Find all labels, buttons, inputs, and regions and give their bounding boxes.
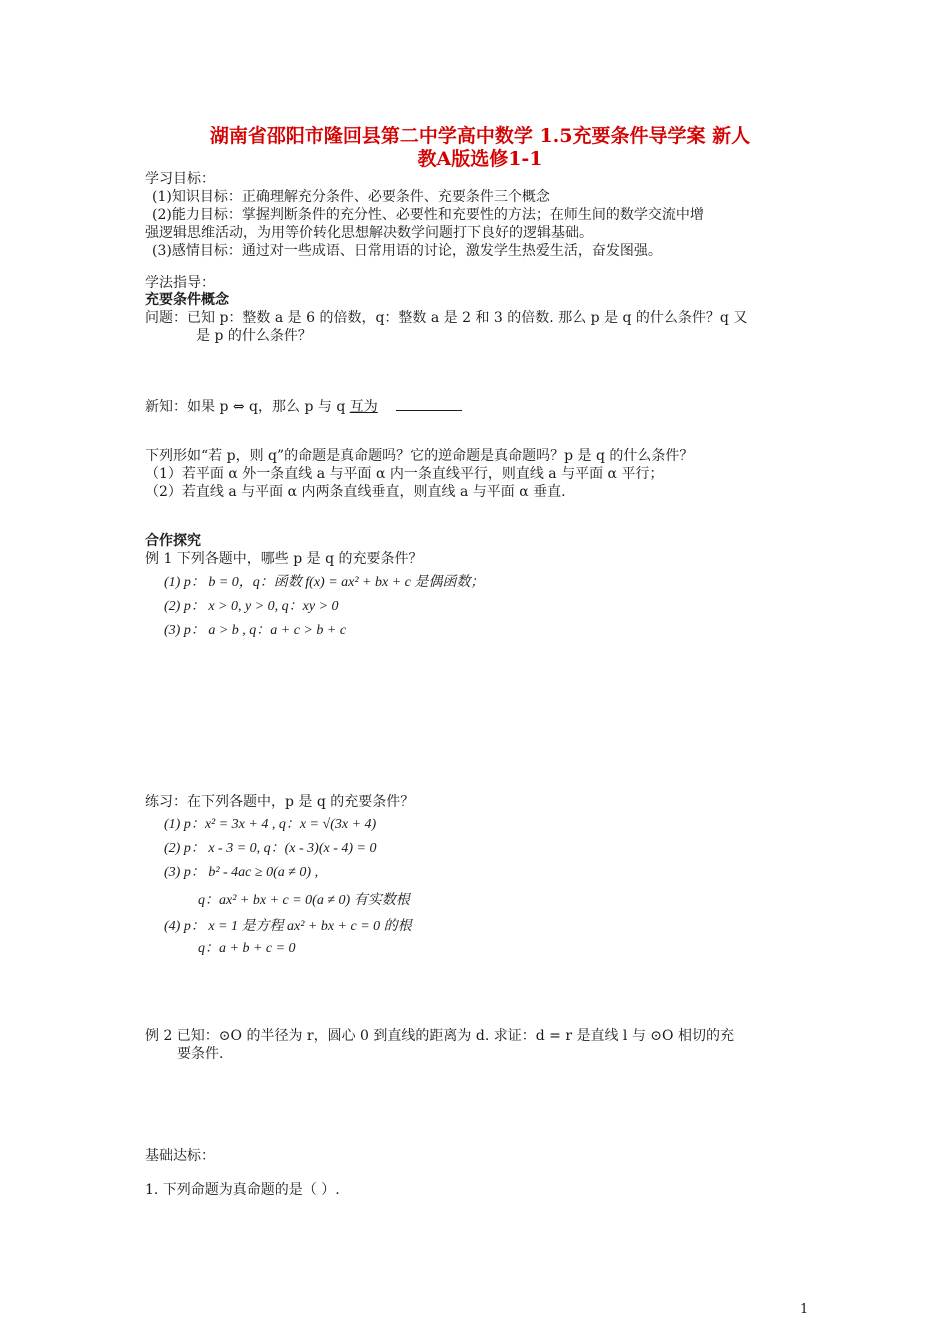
goal-item-3: (3)感情目标：通过对一些成语、日常用语的讨论，激发学生热爱生活，奋发图强。: [152, 243, 662, 259]
practice-item-2: (2) p： x - 3 = 0, q：(x - 3)(x - 4) = 0: [164, 841, 377, 856]
page-number: 1: [800, 1302, 809, 1317]
title-line-1: 湖南省邵阳市隆回县第二中学高中数学 1.5充要条件导学案 新人: [209, 125, 751, 147]
practice-item-3a: (3) p： b² - 4ac ≥ 0(a ≠ 0) ,: [164, 865, 319, 880]
example-1-item-3: (3) p： a > b , q：a + c > b + c: [164, 623, 347, 638]
example-1-item-1: (1) p： b = 0，q：函数 f(x) = ax² + bx + c 是偶函数；: [164, 575, 485, 590]
converse-item-2: （2）若直线 a 与平面 α 内两条直线垂直，则直线 a 与平面 α 垂直.: [145, 484, 566, 500]
problem-line-1: 问题：已知 p：整数 a 是 6 的倍数，q：整数 a 是 2 和 3 的倍数. 那么 p 是 q 的什么条件？q 又: [145, 310, 748, 326]
goals-heading: 学习目标：: [145, 171, 215, 187]
practice-item-3b: q：ax² + bx + c = 0(a ≠ 0) 有实数根: [198, 893, 410, 908]
new-knowledge-underlined: 互为: [349, 399, 378, 415]
goal-item-2a: (2)能力目标：掌握判断条件的充分性、必要性和充要性的方法；在师生间的数学交流中增: [152, 207, 704, 223]
title-line-2: 教A版选修1-1: [417, 148, 543, 170]
practice-item-4a: (4) p： x = 1 是方程 ax² + bx + c = 0 的根: [164, 919, 412, 934]
section-heading-explore: 合作探究: [145, 533, 201, 549]
method-heading: 学法指导：: [145, 275, 215, 291]
practice-item-4b: q：a + b + c = 0: [198, 941, 296, 956]
answer-blank: [396, 396, 462, 411]
converse-item-1: （1）若平面 α 外一条直线 a 与平面 α 内一条直线平行，则直线 a 与平面 α 平行；: [145, 466, 664, 482]
example-1-item-2: (2) p： x > 0, y > 0, q：xy > 0: [164, 599, 339, 614]
problem-line-2: 是 p 的什么条件？: [196, 328, 312, 344]
practice-heading: 练习：在下列各题中，p 是 q 的充要条件？: [145, 794, 415, 810]
goal-item-1: (1)知识目标：正确理解充分条件、必要条件、充要条件三个概念: [152, 189, 550, 205]
example-1-prompt: 例 1 下列各题中，哪些 p 是 q 的充要条件？: [145, 551, 423, 567]
example-2-line-1: 例 2 已知：⊙O 的半径为 r，圆心 0 到直线的距离为 d. 求证：d = r 是直线 l 与 ⊙O 相切的充: [145, 1028, 734, 1044]
section-heading-concept: 充要条件概念: [145, 292, 229, 308]
new-knowledge-prefix: 新知：如果 p ⇔ q，那么 p 与 q: [145, 399, 346, 415]
example-2-line-2: 要条件.: [177, 1046, 224, 1062]
basic-question-1: 1. 下列命题为真命题的是（ ）.: [145, 1182, 340, 1198]
basic-heading: 基础达标：: [145, 1148, 215, 1164]
goal-item-2b: 强逻辑思维活动，为用等价转化思想解决数学问题打下良好的逻辑基础。: [145, 225, 593, 241]
new-knowledge: [145, 396, 462, 416]
converse-question: 下列形如“若 p，则 q”的命题是真命题吗？它的逆命题是真命题吗？p 是 q 的什么条件？: [145, 448, 694, 464]
practice-item-1: (1) p：x² = 3x + 4 , q：x = √(3x + 4): [164, 817, 377, 832]
